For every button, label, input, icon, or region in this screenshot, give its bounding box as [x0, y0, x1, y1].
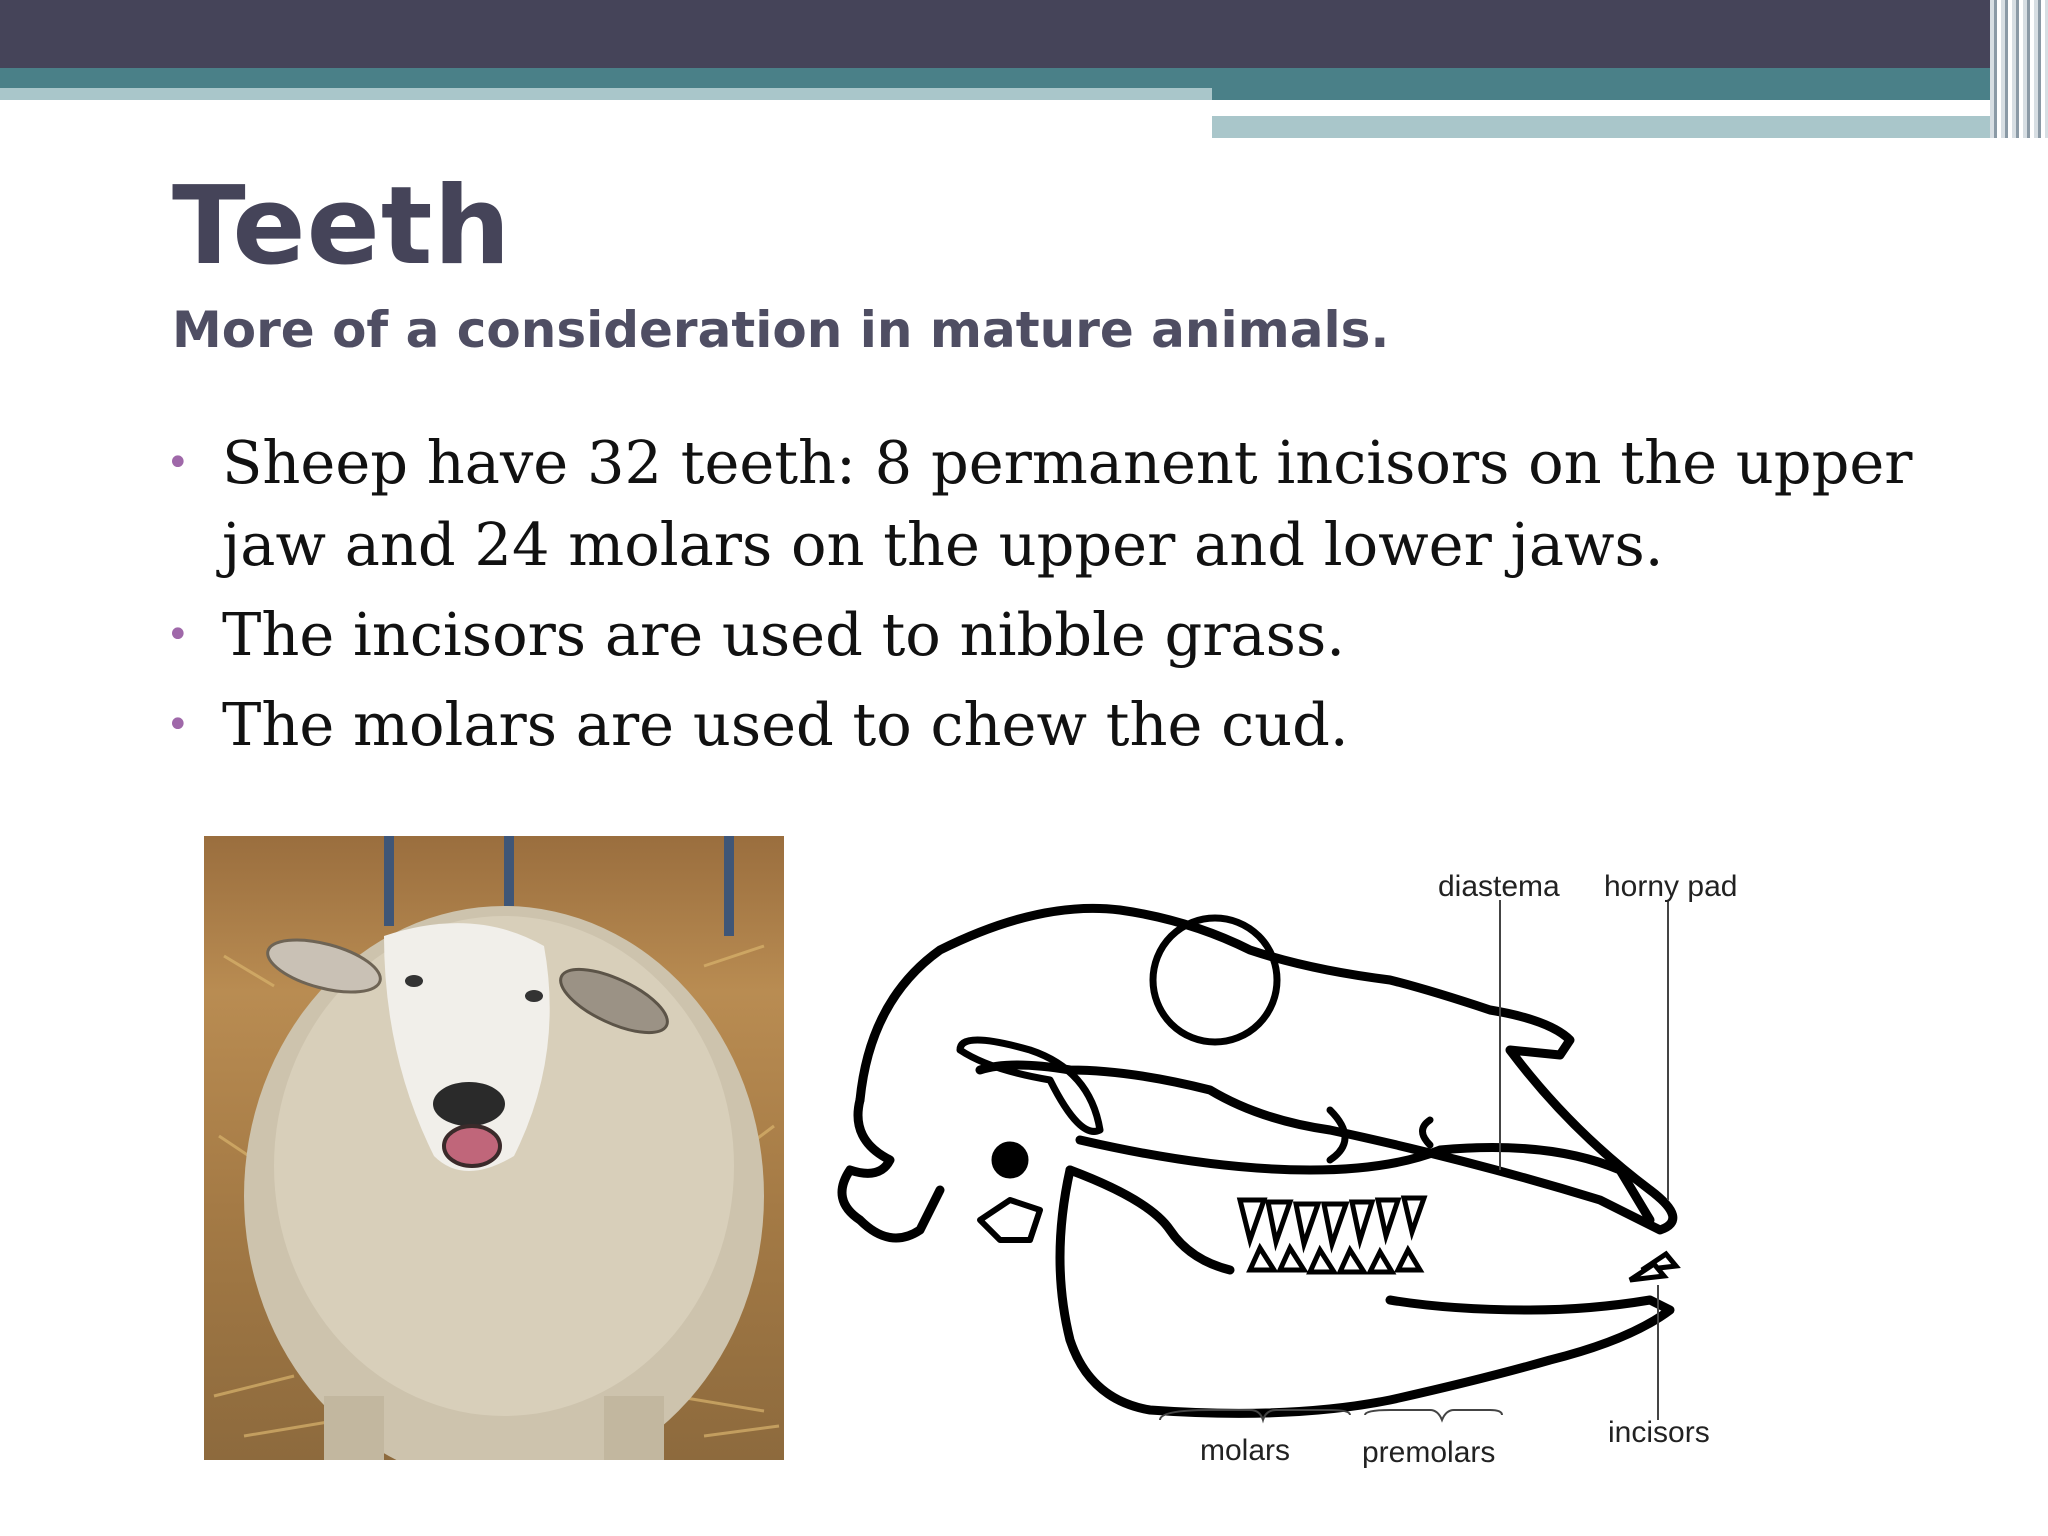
premolars-brace — [1365, 1410, 1502, 1420]
sheep-eye — [525, 990, 543, 1002]
bullet-list — [160, 422, 2000, 774]
label-horny-pad: horny pad — [1604, 870, 1738, 903]
ear-canal — [996, 1146, 1024, 1174]
label-premolars: premolars — [1362, 1436, 1496, 1469]
bullet-text: Sheep have 32 teeth: 8 permanent incisors on the upper jaw and 24 molars on the upper and lower jaws. — [222, 428, 1913, 579]
bullet-dot-icon: • — [166, 612, 190, 658]
bullet-item — [160, 684, 2000, 766]
skull-zygomatic-arch — [960, 1040, 1100, 1131]
header-band-teal — [0, 68, 1995, 88]
slide-title: Teeth — [172, 164, 512, 289]
slide-subtitle: More of a consideration in mature animals. — [172, 301, 1390, 359]
fence-post — [384, 836, 394, 926]
bullet-item — [160, 594, 2000, 676]
premolar-tooth — [1378, 1200, 1398, 1236]
header-band-teal-right — [1212, 88, 1995, 100]
lower-molar — [1310, 1250, 1334, 1272]
lower-molar — [1250, 1248, 1274, 1270]
foramen — [1423, 1120, 1431, 1145]
lower-molar — [1280, 1248, 1304, 1270]
occipital — [842, 1100, 940, 1238]
header-band-light-right — [1212, 116, 2002, 138]
sheep-leg — [324, 1396, 384, 1460]
lower-jaw-ramus — [1070, 1170, 1230, 1270]
label-incisors: incisors — [1608, 1416, 1710, 1449]
lower-molar — [1340, 1250, 1364, 1272]
sheep-nose — [433, 1082, 505, 1126]
sheep-skull-diagram — [830, 840, 1790, 1490]
header-stripes — [1990, 0, 2048, 138]
fence-post — [724, 836, 734, 936]
molar-tooth — [1324, 1204, 1346, 1244]
premolar-tooth — [1352, 1202, 1372, 1240]
label-molars: molars — [1200, 1434, 1291, 1467]
molar-tooth — [1240, 1200, 1264, 1240]
lower-premolar — [1370, 1252, 1392, 1272]
premolar-tooth — [1404, 1198, 1424, 1232]
sheep-leg — [604, 1396, 664, 1460]
header-band-light — [0, 88, 1212, 100]
molar-tooth — [1268, 1202, 1290, 1242]
bullet-dot-icon: • — [166, 440, 190, 486]
sheep-photo — [204, 836, 784, 1460]
condyle — [980, 1200, 1040, 1240]
bullet-text: The incisors are used to nibble grass. — [222, 600, 1345, 669]
sheep-mouth — [444, 1126, 500, 1166]
molar-tooth — [1296, 1204, 1318, 1244]
label-diastema: diastema — [1438, 870, 1560, 903]
header-white-line — [1212, 110, 1896, 115]
header-band-dark — [0, 0, 2048, 68]
bullet-dot-icon: • — [166, 702, 190, 748]
sheep-illustration — [204, 836, 784, 1460]
incisor-tooth — [1630, 1264, 1664, 1280]
bullet-text: The molars are used to chew the cud. — [222, 690, 1349, 759]
lower-premolar — [1398, 1250, 1420, 1270]
bullet-item — [160, 422, 2000, 586]
sheep-eye — [405, 975, 423, 987]
skull-outline — [860, 908, 1673, 1230]
fence-post — [504, 836, 514, 906]
